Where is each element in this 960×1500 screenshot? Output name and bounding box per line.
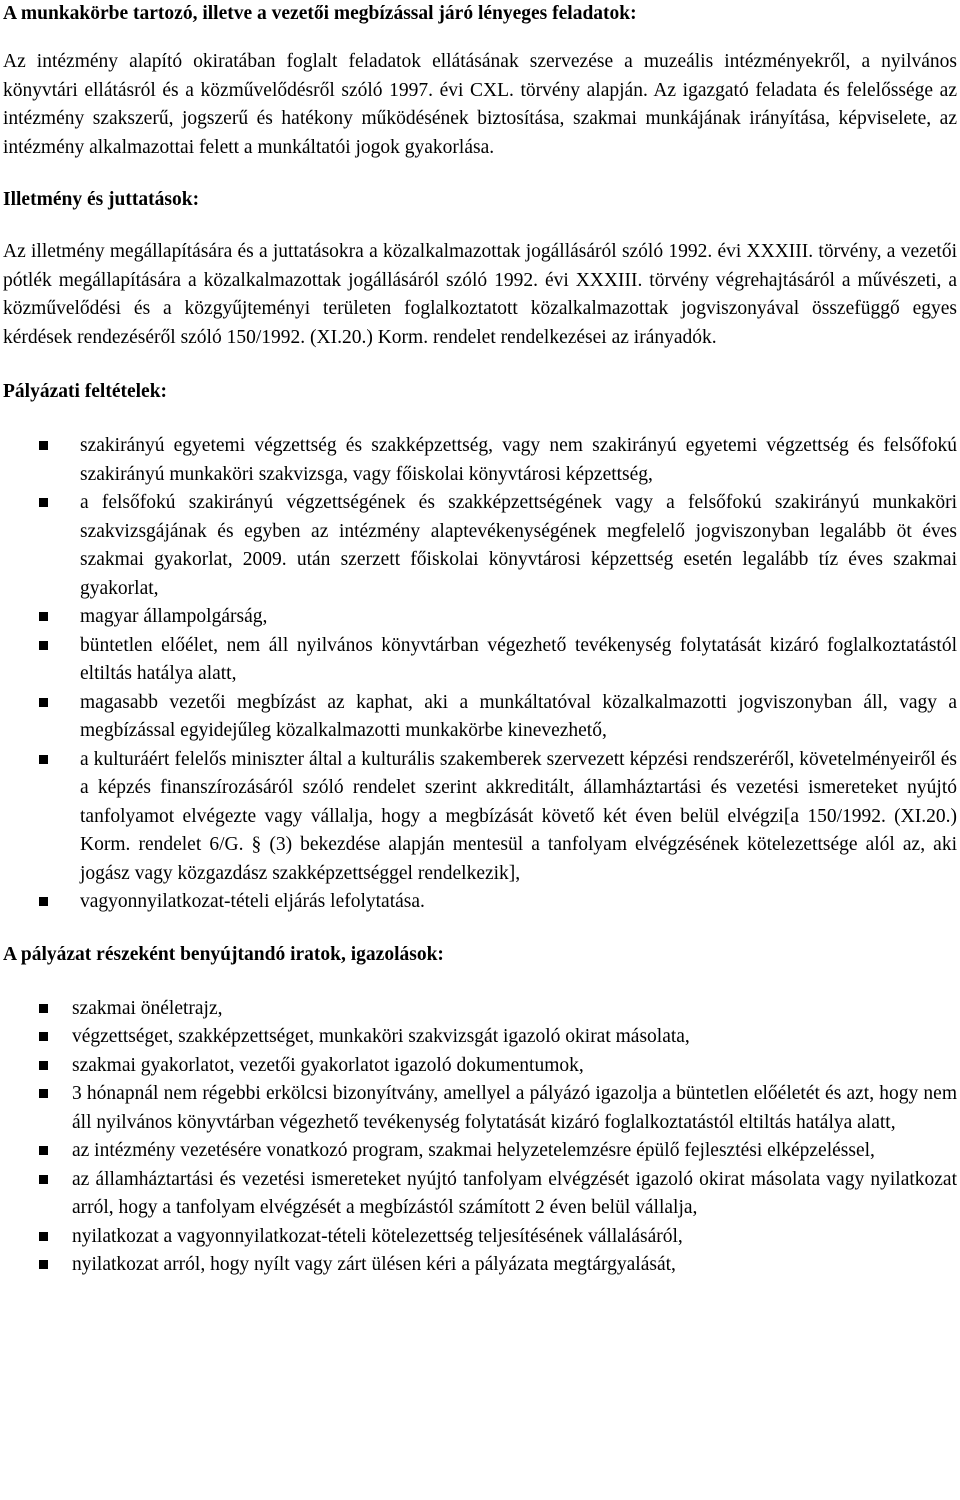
square-bullet-icon xyxy=(39,1146,48,1155)
list-item-text: 3 hónapnál nem régebbi erkölcsi bizonyítvány, amellyel a pályázó igazolja a büntetlen előéletét és azt, hogy nem áll nyilvános könyvtárban végezhető tevékenység folytatását kizáró foglalkoztatástól eltiltás hatálya alatt, xyxy=(72,1083,957,1133)
list-item xyxy=(3,432,957,489)
list-item xyxy=(3,1080,957,1137)
section-heading-feltetelek: Pályázati feltételek: xyxy=(3,381,168,402)
spacer xyxy=(3,406,957,432)
list-item-text: vagyonnyilatkozat-tételi eljárás lefolytatása. xyxy=(80,891,425,912)
list-item-text: az államháztartási és vezetési ismereteket nyújtó tanfolyam elvégzését igazoló okirat másolata vagy nyilatkozat arról, hogy a tanfolyam elvégzését a megbízástól számított 2 éven belül vállalja, xyxy=(72,1168,957,1218)
list-item xyxy=(3,1223,957,1252)
spacer xyxy=(3,917,957,941)
list-item xyxy=(3,746,957,889)
square-bullet-icon xyxy=(39,441,48,450)
square-bullet-icon xyxy=(39,1061,48,1070)
list-item xyxy=(3,603,957,632)
square-bullet-icon xyxy=(39,1004,48,1013)
square-bullet-icon xyxy=(39,641,48,650)
list-item-text: büntetlen előélet, nem áll nyilvános könyvtárban végezhető tevékenység folytatását kizáró foglalkoztatástól eltiltás hatálya alatt, xyxy=(80,634,957,684)
section-heading-illetmeny: Illetmény és juttatások: xyxy=(3,189,200,210)
square-bullet-icon xyxy=(39,1260,48,1269)
square-bullet-icon xyxy=(39,755,48,764)
list-item-text: nyilatkozat a vagyonnyilatkozat-tételi kötelezettség teljesítésének vállalásáról, xyxy=(72,1225,683,1247)
spacer xyxy=(3,28,957,48)
list-item xyxy=(3,1052,957,1081)
list-item-text: szakmai gyakorlatot, vezetői gyakorlatot igazoló dokumentumok, xyxy=(72,1054,584,1076)
square-bullet-icon xyxy=(39,1089,48,1098)
square-bullet-icon xyxy=(39,612,48,621)
list-item-text: szakmai önéletrajz, xyxy=(72,997,223,1019)
spacer xyxy=(3,352,957,378)
list-item xyxy=(3,1137,957,1166)
list-item xyxy=(3,1251,957,1280)
spacer xyxy=(3,162,957,186)
list-item xyxy=(3,1023,957,1052)
list-item-text: végzettséget, szakképzettséget, munkaköri szakvizsgát igazoló okirat másolata, xyxy=(72,1026,690,1047)
paragraph-illetmeny: Az illetmény megállapítására és a juttatásokra a közalkalmazottak jogállásáról szóló 1992. évi XXXIII. törvény, a vezetői pótlék megállapítására a közalkalmazottak jogállásáról szóló 1992. évi XXXIII. törvény végrehajtásáról a művészeti, a közművelődési és a közgyűjteményi területen foglalkoztatott közalkalmazottak jogviszonyával összefüggő egyes kérdések rendezéséről szóló 150/1992. (XI.20.) Korm. rendelet rendelkezései az irányadók. xyxy=(3,241,957,348)
square-bullet-icon xyxy=(39,698,48,707)
spacer xyxy=(3,969,957,995)
square-bullet-icon xyxy=(39,1232,48,1241)
list-item-text: szakirányú egyetemi végzettség és szakképzettség, vagy nem szakirányú egyetemi végzettség és felsőfokú szakirányú munkaköri szakvizsga, vagy főiskolai könyvtárosi képzettség, xyxy=(80,435,957,485)
list-item-text: nyilatkozat arról, hogy nyílt vagy zárt ülésen kéri a pályázata megtárgyalását, xyxy=(72,1254,676,1275)
section-heading-iratok: A pályázat részeként benyújtandó iratok, igazolások: xyxy=(3,943,444,965)
square-bullet-icon xyxy=(39,498,48,507)
list-item xyxy=(3,632,957,689)
section-heading-feladatok: A munkakörbe tartozó, illetve a vezetői megbízással járó lényeges feladatok: xyxy=(3,3,637,24)
square-bullet-icon xyxy=(39,1032,48,1041)
list-item xyxy=(3,689,957,746)
list-item-text: magasabb vezetői megbízást az kaphat, aki a munkáltatóval közalkalmazotti jogviszonyban áll, vagy a megbízással egyidejűleg közalkalmazotti munkakörbe kinevezhető, xyxy=(80,691,957,741)
list-item xyxy=(3,489,957,603)
list-item xyxy=(3,1166,957,1223)
list-item-text: a felsőfokú szakirányú végzettségének és szakképzettségének vagy a felsőfokú szakirányú munkaköri szakvizsgájának és egyben az intézmény alaptevékenységének megfelelő jogviszonyban legalább öt éves szakmai gyakorlat, 2009. után szerzett főiskolai könyvtárosi képzettség esetén legalább tíz éves szakmai gyakorlat, xyxy=(80,492,957,599)
list-item-text: a kulturáért felelős miniszter által a kulturális szakemberek szervezett képzési rendszeréről, követelményeiről és a képzés finanszírozásáról szóló rendelet szerint akkreditált, államháztartási és vezetési ismereteket nyújtó tanfolyamot elvégezte vagy vállalja, hogy a megbízását követő két éven belül elvégzi[a 150/1992. (XI.20.) Korm. rendelet 6/G. § (3) bekezdése alapján mentesül a tanfolyam elvégzésének kötelezettsége alól az, aki jogász vagy közgazdász szakképzettséggel rendelkezik], xyxy=(80,748,957,884)
list-item xyxy=(3,995,957,1024)
document-page xyxy=(3,0,957,1280)
list-item xyxy=(3,888,957,917)
paragraph-feladatok: Az intézmény alapító okiratában foglalt feladatok ellátásának szervezése a muzeális intézményekről, a nyilvános könyvtári ellátásról és a közművelődésről szóló 1997. évi CXL. törvény alapján. Az igazgató feladata és felelőssége az intézmény szakszerű, jogszerű és hatékony működésének biztosítása, szakmai munkájának irányítása, képviselete, az intézmény alkalmazottai felett a munkáltatói jogok gyakorlása. xyxy=(3,51,957,158)
square-bullet-icon xyxy=(39,897,48,906)
iratok-list xyxy=(3,995,957,1280)
list-item-text: az intézmény vezetésére vonatkozó program, szakmai helyzetelemzésre épülő fejlesztési elképzeléssel, xyxy=(72,1140,875,1161)
feltetelek-list xyxy=(3,432,957,917)
spacer xyxy=(3,214,957,238)
square-bullet-icon xyxy=(39,1175,48,1184)
list-item-text: magyar állampolgárság, xyxy=(80,606,268,627)
